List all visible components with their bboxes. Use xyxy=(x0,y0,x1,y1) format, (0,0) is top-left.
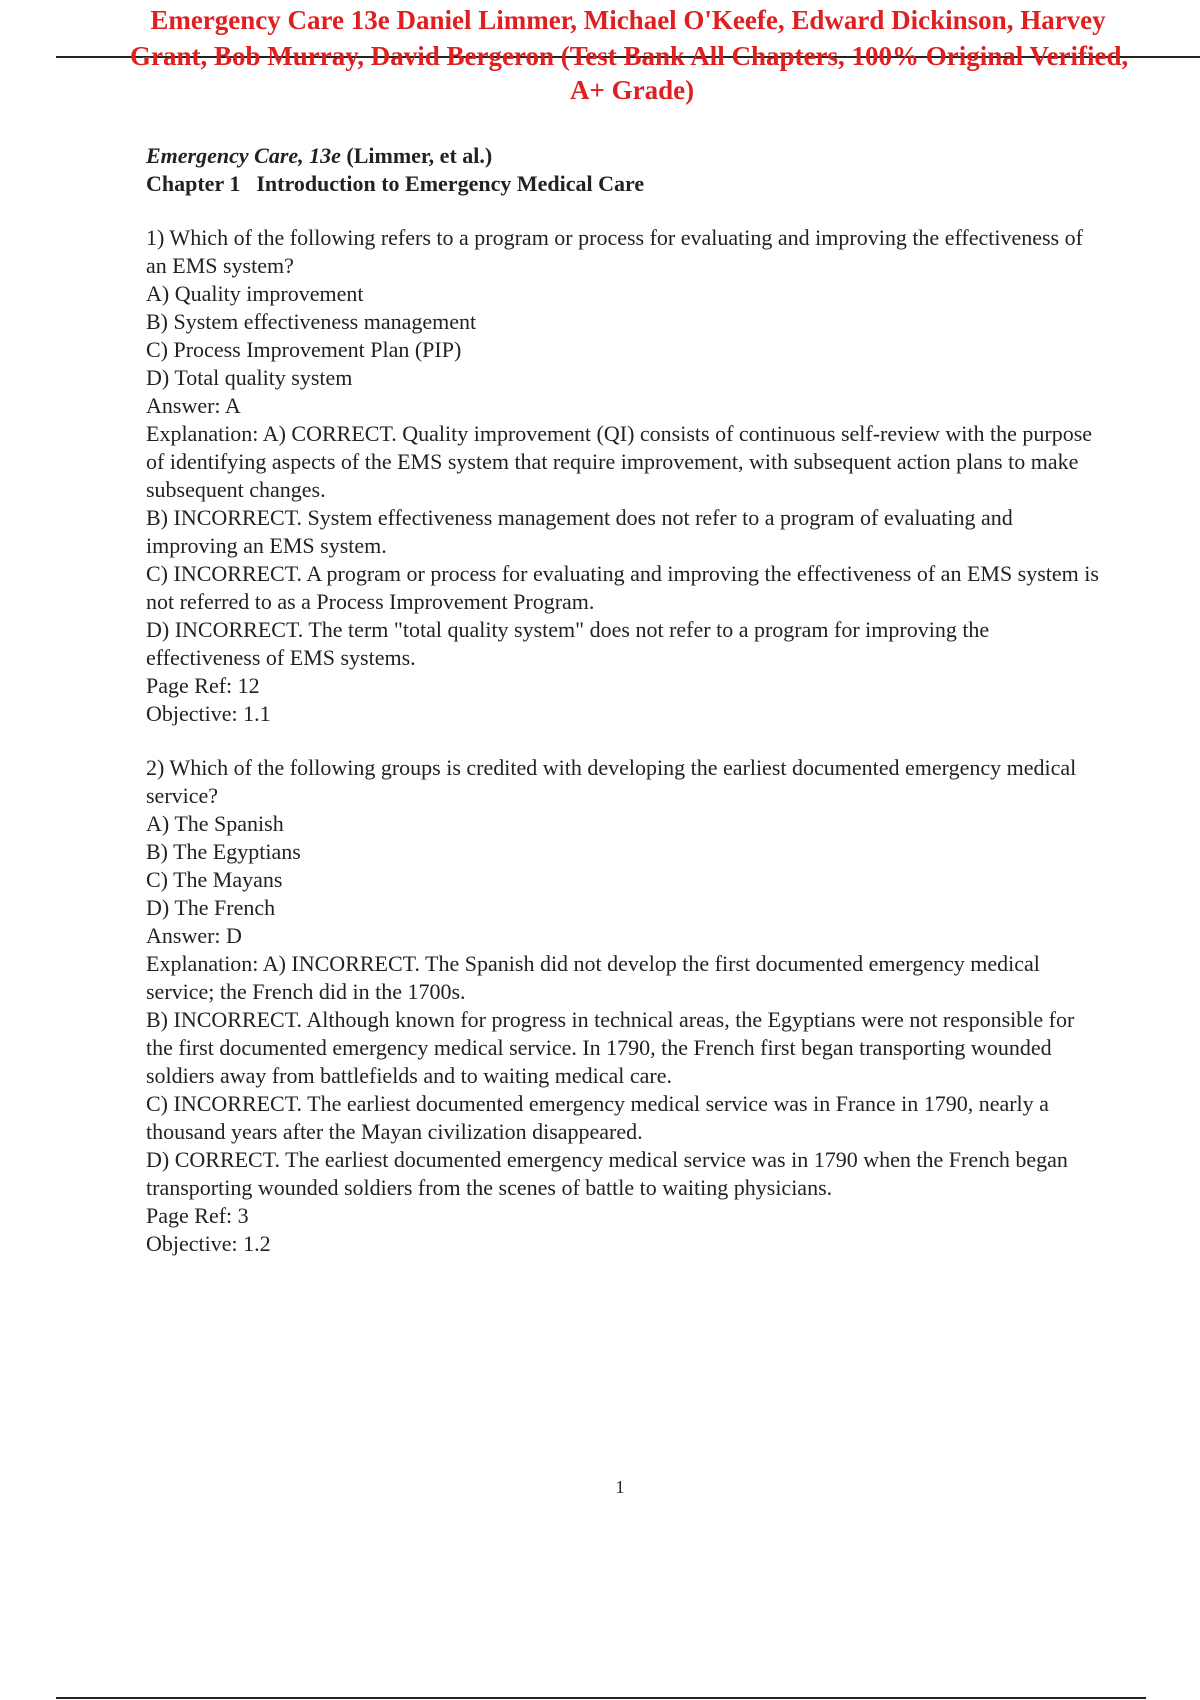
header-title-line-3: A+ Grade) xyxy=(570,75,695,105)
objective: Objective: 1.2 xyxy=(146,1231,271,1256)
book-authors: (Limmer, et al.) xyxy=(346,143,493,168)
document-header xyxy=(0,0,1200,110)
explanation-d: D) INCORRECT. The term "total quality system" does not refer to a program for improving the effectiveness of EMS systems. xyxy=(146,617,990,670)
header-title-line-1: Emergency Care 13e Daniel Limmer, Michael O'Keefe, Edward Dickinson, Harvey xyxy=(150,5,1106,35)
option-c: C) Process Improvement Plan (PIP) xyxy=(146,337,462,362)
option-b: B) System effectiveness management xyxy=(146,309,477,334)
explanation-b: B) INCORRECT. System effectiveness management does not refer to a program of evaluating and improving an EMS system. xyxy=(146,505,1013,558)
chapter-title: Introduction to Emergency Medical Care xyxy=(256,171,645,196)
explanation-c: C) INCORRECT. The earliest documented emergency medical service was in France in 1790, nearly a thousand years after the Mayan civilization disappeared. xyxy=(146,1091,1049,1144)
book-title-line xyxy=(146,142,1106,170)
footer-rule xyxy=(56,1697,1146,1699)
answer-line: Answer: D xyxy=(146,923,242,948)
option-d: D) Total quality system xyxy=(146,365,353,390)
page-ref: Page Ref: 3 xyxy=(146,1203,249,1228)
question-2 xyxy=(146,754,1106,1258)
question-stem: 2) Which of the following groups is credited with developing the earliest documented emergency medical service? xyxy=(146,755,1077,808)
page-number: 1 xyxy=(615,1477,625,1497)
option-a: A) Quality improvement xyxy=(146,281,364,306)
book-title: Emergency Care, 13e xyxy=(146,143,341,168)
explanation-b: B) INCORRECT. Although known for progress in technical areas, the Egyptians were not responsible for the first documented emergency medical service. In 1790, the French first began transporting wounded soldiers away from battlefields and to waiting medical care. xyxy=(146,1007,1075,1088)
option-b: B) The Egyptians xyxy=(146,839,301,864)
explanation-c: C) INCORRECT. A program or process for evaluating and improving the effectiveness of an EMS system is not referred to as a Process Improvement Program. xyxy=(146,561,1099,614)
option-a: A) The Spanish xyxy=(146,811,284,836)
question-1 xyxy=(146,224,1106,728)
answer-line: Answer: A xyxy=(146,393,241,418)
chapter-heading xyxy=(146,170,1106,198)
document-body xyxy=(146,142,1106,1258)
explanation-a: Explanation: A) INCORRECT. The Spanish did not develop the first documented emergency medical service; the French did in the 1700s. xyxy=(146,951,1040,1004)
explanation-a: Explanation: A) CORRECT. Quality improvement (QI) consists of continuous self-review with the purpose of identifying aspects of the EMS system that require improvement, with subsequent action plans to make subsequent changes. xyxy=(146,421,1093,502)
option-c: C) The Mayans xyxy=(146,867,283,892)
chapter-label: Chapter 1 xyxy=(146,171,241,196)
header-title-line-2: Grant, Bob Murray, David Bergeron (Test Bank All Chapters, 100% Original Verified, xyxy=(130,41,1129,71)
page-ref: Page Ref: 12 xyxy=(146,673,260,698)
option-d: D) The French xyxy=(146,895,276,920)
objective: Objective: 1.1 xyxy=(146,701,271,726)
explanation-d: D) CORRECT. The earliest documented emergency medical service was in 1790 when the French began transporting wounded soldiers from the scenes of battle to waiting physicians. xyxy=(146,1147,1068,1200)
question-stem: 1) Which of the following refers to a program or process for evaluating and improving the effectiveness of an EMS system? xyxy=(146,225,1083,278)
